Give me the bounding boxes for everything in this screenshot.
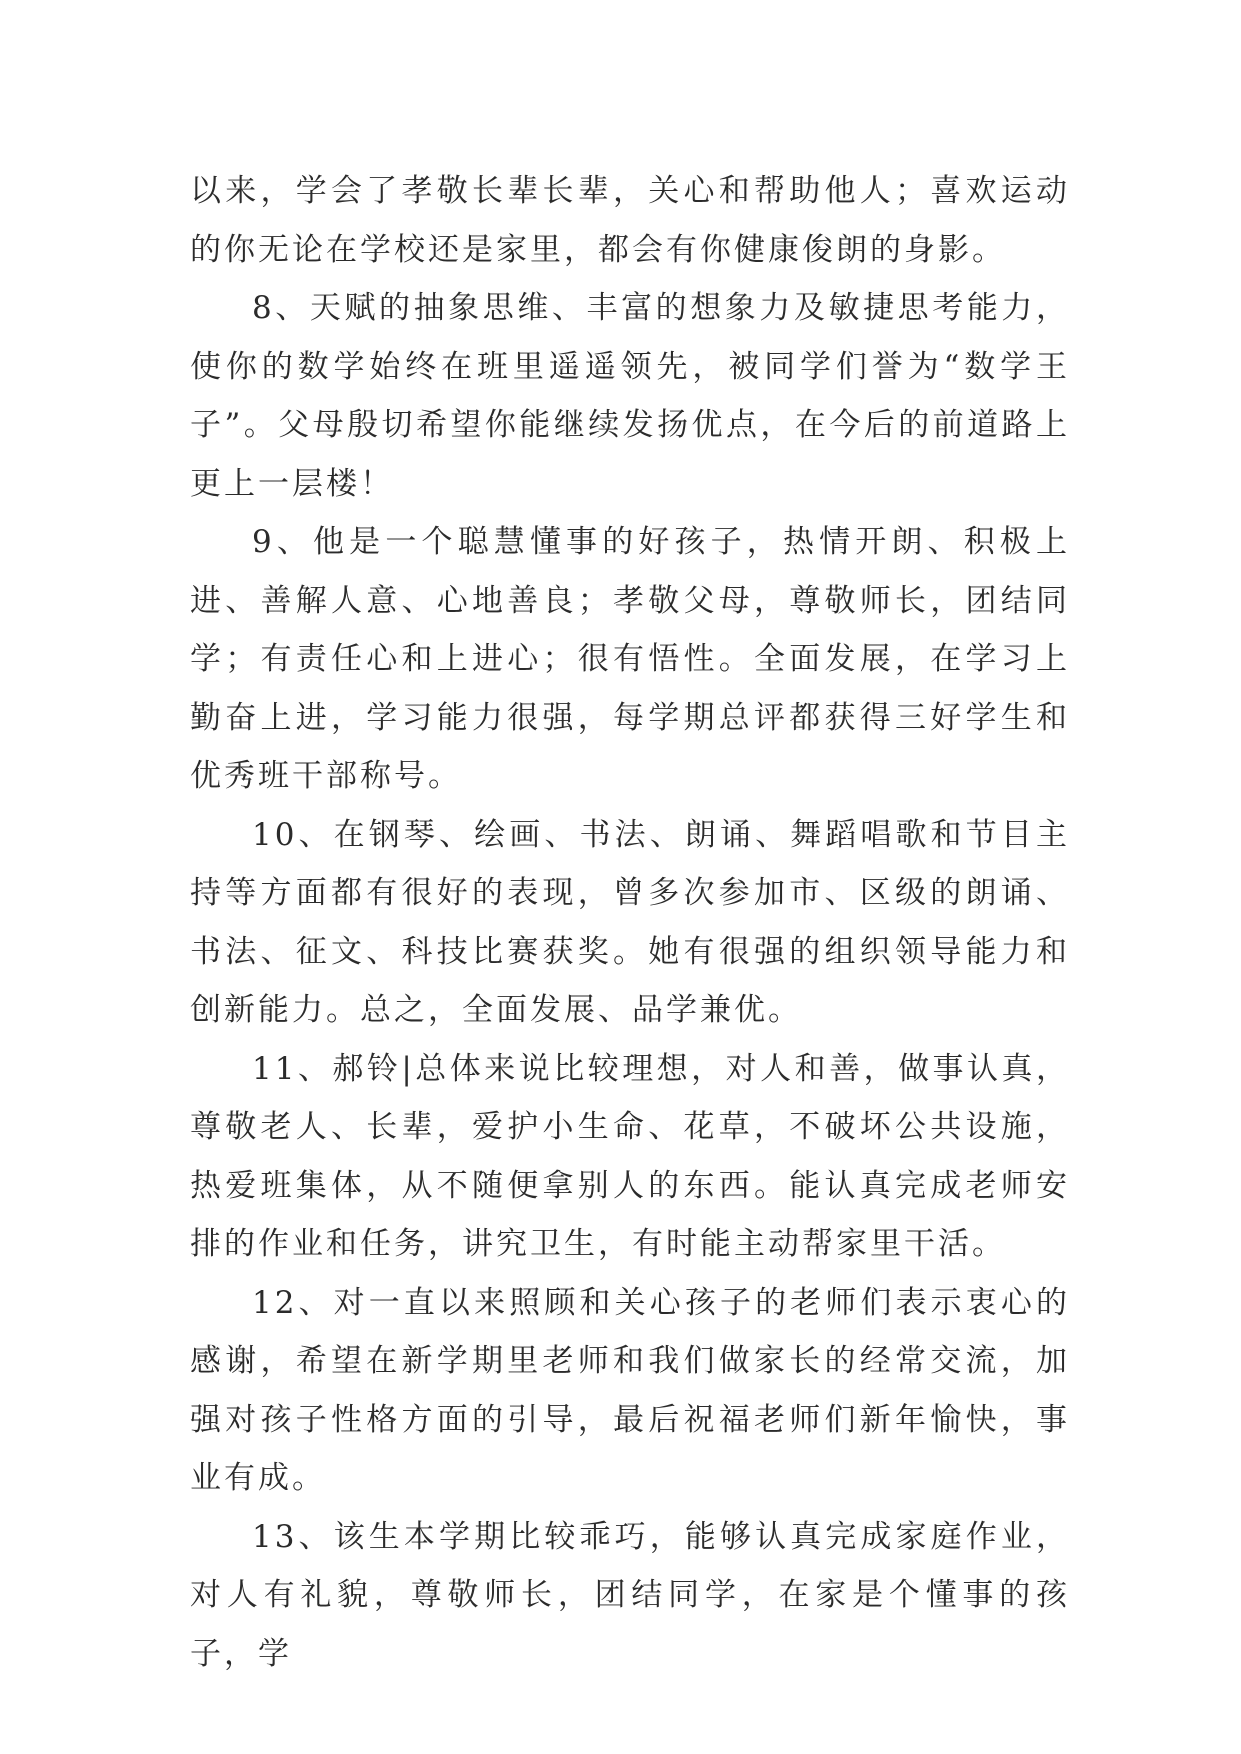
paragraph-12: 12、对一直以来照顾和关心孩子的老师们表示衷心的感谢，希望在新学期里老师和我们做家长的经常交流，加强对孩子性格方面的引导，最后祝福老师们新年愉快，事业有成。 — [190, 1284, 1070, 1496]
paragraph-9: 9、他是一个聪慧懂事的好孩子，热情开朗、积极上进、善解人意、心地善良；孝敬父母，尊敬师长，团结同学；有责任心和上进心；很有悟性。全面发展，在学习上勤奋上进，学习能力很强，每学期总评都获得三好学生和优秀班干部称号。 — [190, 524, 1070, 794]
paragraph-continued: 以来，学会了孝敬长辈长辈，关心和帮助他人；喜欢运动的你无论在学校还是家里，都会有你健康俊朗的身影。 — [190, 173, 1070, 268]
document-body — [190, 162, 1070, 1683]
paragraph-8: 8、天赋的抽象思维、丰富的想象力及敏捷思考能力，使你的数学始终在班里遥遥领先，被同学们誉为“数学王子”。父母殷切希望你能继续发扬优点，在今后的前道路上更上一层楼！ — [190, 290, 1070, 502]
paragraph-11: 11、郝铃|总体来说比较理想，对人和善，做事认真，尊敬老人、长辈，爱护小生命、花草，不破坏公共设施，热爱班集体，从不随便拿别人的东西。能认真完成老师安排的作业和任务，讲究卫生，有时能主动帮家里干活。 — [190, 1050, 1070, 1262]
paragraph-10: 10、在钢琴、绘画、书法、朗诵、舞蹈唱歌和节目主持等方面都有很好的表现，曾多次参加市、区级的朗诵、书法、征文、科技比赛获奖。她有很强的组织领导能力和创新能力。总之，全面发展、品学兼优。 — [190, 816, 1070, 1028]
paragraph-13: 13、该生本学期比较乖巧，能够认真完成家庭作业，对人有礼貌，尊敬师长，团结同学，在家是个懂事的孩子，学 — [190, 1518, 1070, 1672]
